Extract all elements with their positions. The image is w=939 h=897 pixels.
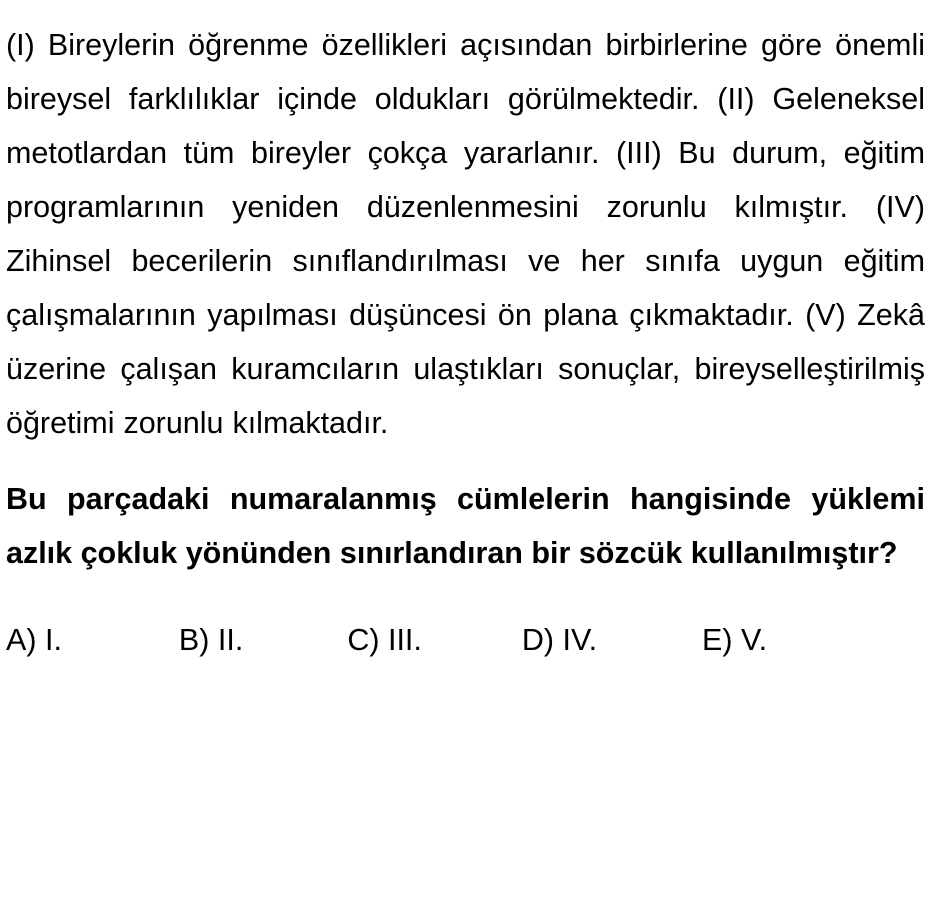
option-e[interactable]: E) V.: [702, 623, 768, 657]
option-b[interactable]: B) II.: [178, 623, 244, 657]
question-stem: Bu parçadaki numaralanmış cümlelerin hangisinde yüklemi azlık çokluk yönünden sınırlandıran bir sözcük kullanılmıştır?: [6, 482, 925, 570]
option-d[interactable]: D) IV.: [521, 623, 598, 657]
option-c[interactable]: C) III.: [347, 623, 422, 657]
passage-text: (I) Bireylerin öğrenme özellikleri açısından birbirlerine göre önemli bireysel farklılıklar içinde oldukları görülmektedir. (II) Geleneksel metotlardan tüm bireyler çokça yararlanır. (III) Bu durum, eğitim programlarının yeniden düzenlenmesini zorunlu kılmıştır. (IV) Zihinsel becerilerin sınıflandırılması ve her sınıfa uygun eğitim çalışmalarının yapılması düşüncesi ön plana çıkmaktadır. (V) Zekâ üzerine çalışan kuramcıların ulaştıkları sonuçlar, bireyselleştirilmiş öğretimi zorunlu kılmaktadır.: [6, 28, 925, 440]
option-a[interactable]: A) I.: [6, 623, 62, 657]
answer-options: [6, 620, 925, 660]
